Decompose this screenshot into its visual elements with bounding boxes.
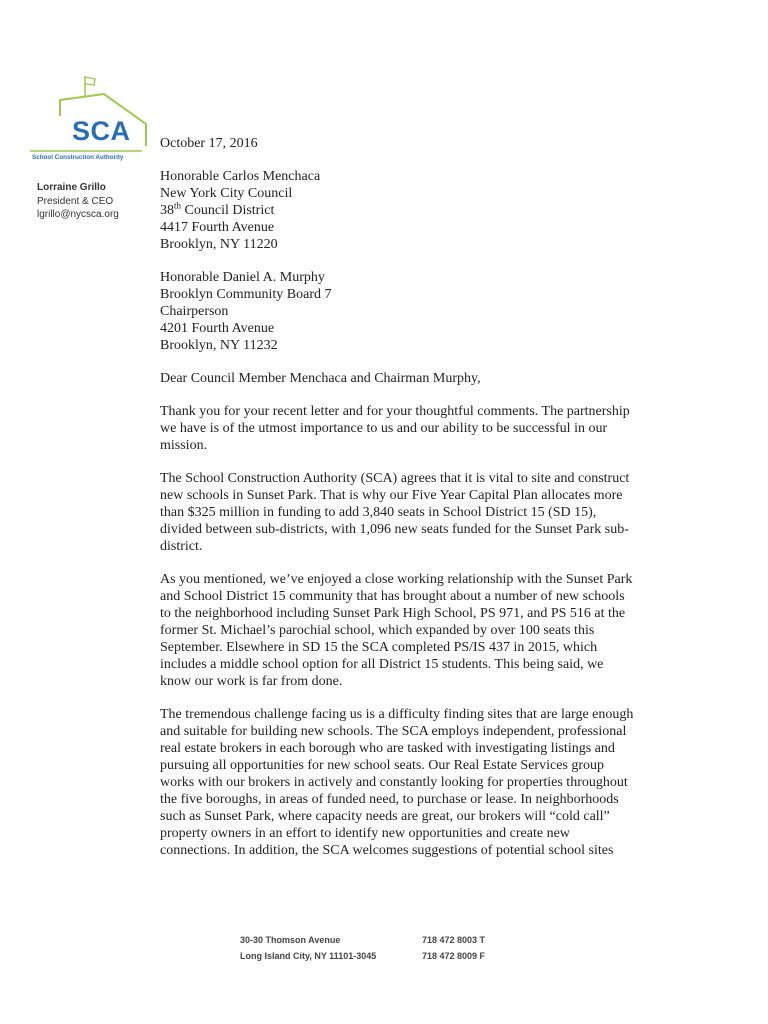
district-label: Council District: [181, 203, 275, 218]
recipient-name: Honorable Daniel A. Murphy: [160, 270, 325, 285]
sender-block: [37, 181, 119, 222]
salutation: Dear Council Member Menchaca and Chairman Murphy,: [160, 371, 481, 386]
recipient-address-1: [160, 168, 670, 253]
paragraph-1: Thank you for your recent letter and for your thoughtful comments. The partnership we have is of the utmost importance to us and our ability to be successful in our mission.: [160, 404, 630, 453]
footer-contact: [422, 932, 485, 964]
letter-date: October 17, 2016: [160, 136, 258, 151]
paragraph-2: The School Construction Authority (SCA) agrees that it is vital to site and construct new schools in Sunset Park. That is why our Five Year Capital Plan allocates more than $325 million in funding to add 3,840 seats in School District 15 (SD 15), divided between sub-districts, with 1,096 new seats funded for the Sunset Park sub- district.: [160, 471, 630, 554]
sender-title: President & CEO: [37, 195, 114, 207]
recipient-city: Brooklyn, NY 11220: [160, 237, 278, 252]
recipient-street: 4201 Fourth Avenue: [160, 321, 275, 336]
sca-logo: [30, 74, 150, 166]
recipient-role: Chairperson: [160, 304, 229, 319]
sender-email: lgrillo@nycsca.org: [37, 209, 119, 220]
district-number: 38: [160, 203, 174, 218]
paragraph-4: The tremendous challenge facing us is a difficulty finding sites that are large enough and suitable for building new schools. The SCA employs independent, professional real estate brokers in each borough who are tasked with investigating listings and pursuing all opportunities for new school seats. Our Real Estate Services group works with our brokers in actively and constantly looking for properties throughout the five boroughs, in areas of funded need, to purchase or lease. In neighborhoods such as Sunset Park, where capacity needs are great, our brokers will “cold call” property owners in an effort to identify new opportunities and create new connections. In addition, the SCA welcomes suggestions of potential school sites: [160, 707, 634, 858]
paragraph-3: As you mentioned, we’ve enjoyed a close working relationship with the Sunset Park and School District 15 community that has brought about a number of new schools to the neighborhood including Sunset Park High School, PS 971, and PS 516 at the former St. Michael’s parochial school, which expanded by over 100 seats this September. Elsewhere in SD 15 the SCA completed PS/IS 437 in 2015, which includes a middle school option for all District 15 students. This being said, we know our work is far from done.: [160, 572, 633, 689]
recipient-street: 4417 Fourth Avenue: [160, 220, 275, 235]
recipient-org: New York City Council: [160, 186, 293, 201]
logo-subtitle: School Construction Authority: [32, 154, 124, 161]
recipient-org: Brooklyn Community Board 7: [160, 287, 332, 302]
recipient-name: Honorable Carlos Menchaca: [160, 169, 321, 184]
recipient-address-2: [160, 269, 670, 354]
recipient-district: [160, 202, 670, 219]
footer-fax: 718 472 8009 F: [422, 951, 486, 961]
letter-body: [160, 135, 670, 875]
logo-wordmark: SCA: [72, 116, 131, 146]
sender-name: Lorraine Grillo: [37, 182, 106, 193]
recipient-city: Brooklyn, NY 11232: [160, 338, 278, 353]
footer-address: [240, 932, 376, 964]
footer-city: Long Island City, NY 11101-3045: [240, 951, 377, 961]
district-ordinal: th: [174, 200, 182, 211]
footer-phone: 718 472 8003 T: [422, 935, 486, 945]
footer-street: 30-30 Thomson Avenue: [240, 935, 341, 945]
